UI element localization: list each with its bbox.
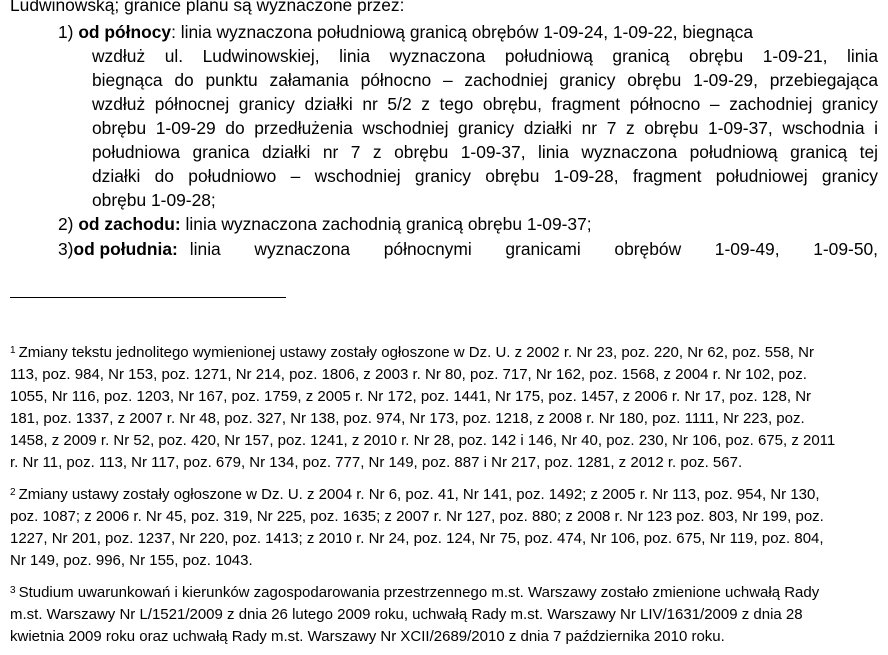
item3-line: [58, 238, 878, 260]
footnote-1-line-5: r. Nr 11, poz. 113, Nr 117, poz. 679, Nr 134, poz. 777, Nr 149, poz. 887 i Nr 217, poz. 1281, z 2012 r. poz. 567.: [10, 454, 743, 471]
item3-label: od południa:: [73, 239, 178, 259]
footnote-1-line-3: 181, poz. 1337, z 2007 r. Nr 48, poz. 327, Nr 138, poz. 974, Nr 173, poz. 1218, z 2008 r. Nr 180, poz. 1111, Nr 223, poz.: [10, 410, 805, 427]
item1-line-3: wzdłuż północnej granicy działki nr 5/2 z tego obrębu, fragment północno – zachodniej granicy: [92, 94, 878, 114]
footnote-2-line-3: Nr 149, poz. 996, Nr 155, poz. 1043.: [10, 552, 253, 569]
footnote-3: [10, 582, 876, 648]
item2-label: od zachodu:: [78, 214, 181, 234]
item1-number: 1): [58, 22, 74, 42]
footnote-2: [10, 484, 876, 572]
footnote-2-line-2: 1227, Nr 201, poz. 1237, Nr 220, poz. 1413; z 2010 r. Nr 24, poz. 124, Nr 75, poz. 474, Nr 106, poz. 675, Nr 119, poz. 804,: [10, 530, 824, 547]
item1-line-6: działki do południowo – wschodniej granicy obrębu 1-09-28, fragment południowej granicy: [92, 166, 878, 186]
item1-line-7: obrębu 1-09-28;: [92, 190, 216, 210]
footnote-2-line-1: poz. 1087; z 2006 r. Nr 45, poz. 319, Nr 225, poz. 1635; z 2007 r. Nr 127, poz. 880; z 2008 r. Nr 123 poz. 803, Nr 199, poz.: [10, 508, 824, 525]
item1-first-line: [58, 21, 753, 43]
footnote-1-line-2: 1055, Nr 116, poz. 1203, Nr 167, poz. 1759, z 2005 r. Nr 172, poz. 1441, Nr 175, poz. 1457, z 2006 r. Nr 17, poz. 128, Nr: [10, 388, 812, 405]
item1-line-2: biegnąca do punktu załamania północno – zachodniej granicy obrębu 1-09-29, przebiegająca: [92, 70, 878, 90]
footnote-1-line-4: 1458, z 2009 r. Nr 52, poz. 420, Nr 157, poz. 1241, z 2010 r. Nr 28, poz. 142 i 146, Nr 40, poz. 230, Nr 106, poz. 675, z 2011: [10, 432, 836, 449]
item1-line-0: : linia wyznaczona południową granicą obrębów 1-09-24, 1-09-22, biegnąca: [171, 22, 754, 42]
footnote-1-mark: 1: [10, 345, 16, 356]
footnote-3-mark: 3: [10, 585, 16, 596]
item3-number: 3): [58, 239, 74, 259]
footnote-3-line-0: $^3$ Studium uwarunkowań i kierunków zagospodarowania przestrzennego m.st. Warszawy zostało zmienione uchwałą Rady: [10, 584, 820, 601]
footnote-3-line-2: kwietnia 2009 roku oraz uchwałą Rady m.st. Warszawy Nr XCII/2689/2010 z dnia 7 października 2010 roku.: [10, 628, 725, 645]
item1-line-1: wzdłuż ul. Ludwinowskiej, linia wyznaczona południową granicą obrębu 1-09-21, linia: [92, 46, 878, 66]
footnote-separator: [10, 297, 286, 298]
item2-number: 2): [58, 214, 74, 234]
footnote-2-mark: 2: [10, 487, 16, 498]
item2-text: linia wyznaczona zachodnią granicą obrębu 1-09-37;: [180, 214, 592, 234]
item2-line: [58, 213, 592, 235]
item1-label: od północy: [78, 22, 172, 42]
item1-line-4: obrębu 1-09-29 do przedłużenia wschodniej granicy działki nr 7 z obrębu 1-09-37, wschodnia i: [92, 118, 878, 138]
footnote-3-line-1: m.st. Warszawy Nr L/1521/2009 z dnia 26 lutego 2009 roku, uchwałą Rady m.st. Warszawy Nr LIV/1631/2009 z dnia 28: [10, 606, 803, 623]
footnote-2-line-0: $^2$ Zmiany ustawy zostały ogłoszone w Dz. U. z 2004 r. Nr 6, poz. 41, Nr 141, poz. 1492; z 2005 r. Nr 113, poz. 954, Nr 130,: [10, 486, 820, 503]
item3-text: linia wyznaczona północnymi granicami obrębów 1-09-49, 1-09-50,: [189, 239, 878, 259]
item1-line-5: południowa granica działki nr 7 z obrębu 1-09-37, linia wyznaczona południową granicą tej: [92, 142, 878, 162]
footnote-1: [10, 342, 876, 474]
footnote-1-line-0: $^1$ Zmiany tekstu jednolitego wymienionej ustawy zostały ogłoszone w Dz. U. z 2002 r. Nr 23, poz. 220, Nr 62, poz. 558, Nr: [10, 344, 814, 361]
footnote-1-line-1: 113, poz. 984, Nr 153, poz. 1271, Nr 214, poz. 1806, z 2003 r. Nr 80, poz. 717, Nr 162, poz. 1568, z 2004 r. Nr 102, poz.: [10, 366, 807, 383]
intro-line: Ludwinowską; granice planu są wyznaczone przez:: [10, 0, 405, 15]
